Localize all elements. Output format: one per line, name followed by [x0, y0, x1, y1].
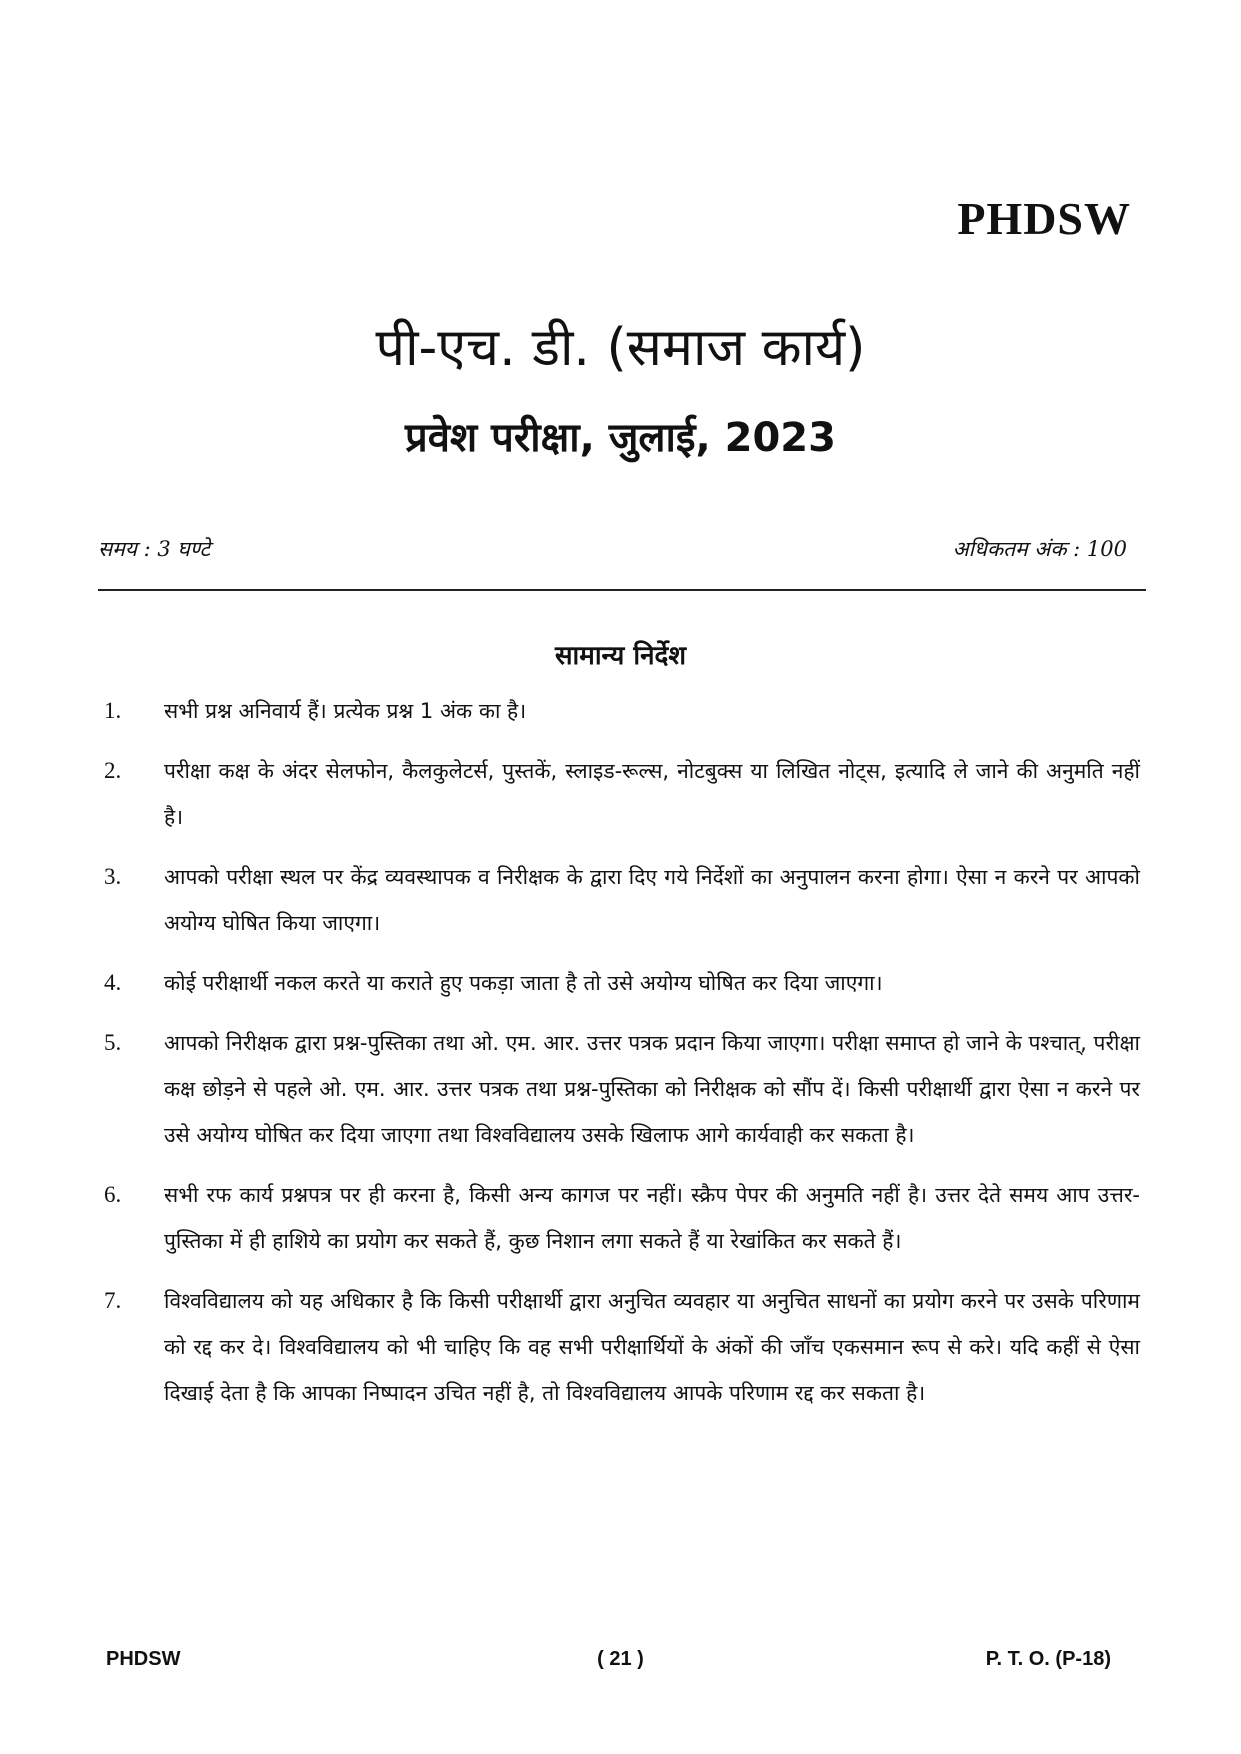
instruction-text: आपको परीक्षा स्थल पर केंद्र व्यवस्थापक व निरीक्षक के द्वारा दिए गये निर्देशों का अनुपालन करना होगा। ऐसा न करने पर आपको अयोग्य घोषित किया जाएगा। [164, 865, 1140, 935]
instruction-text: परीक्षा कक्ष के अंदर सेलफोन, कैलकुलेटर्स, पुस्तकें, स्लाइड-रूल्स, नोटबुक्स या लिखित नोट्स, इत्यादि ले जाने की अनुमति नहीं है। [164, 759, 1140, 829]
instruction-item [104, 1278, 1140, 1416]
instruction-number: 3. [104, 864, 122, 889]
instruction-item [104, 1020, 1140, 1158]
instructions-list [104, 688, 1140, 1430]
instruction-item [104, 960, 1140, 1006]
instructions-heading: सामान्य निर्देश [554, 641, 687, 671]
instruction-number: 2. [104, 758, 122, 783]
instruction-number: 6. [104, 1182, 122, 1207]
paper-code: PHDSW [957, 193, 1131, 244]
instruction-item [104, 748, 1140, 840]
instruction-number: 7. [104, 1288, 122, 1313]
time-allowed: समय : 3 घण्टे [98, 537, 211, 561]
instruction-number: 4. [104, 970, 122, 995]
instruction-item [104, 854, 1140, 946]
instruction-text: आपको निरीक्षक द्वारा प्रश्न-पुस्तिका तथा ओ. एम. आर. उत्तर पत्रक प्रदान किया जाएगा। परीक्षा समाप्त हो जाने के पश्चात्, परीक्षा कक्ष छोड़ने से पहले ओ. एम. आर. उत्तर पत्रक तथा प्रश्न-पुस्तिका को निरीक्षक को सौंप दें। किसी परीक्षार्थी द्वारा ऐसा न करने पर उसे अयोग्य घोषित कर दिया जाएगा तथा विश्वविद्यालय उसके खिलाफ आगे कार्यवाही कर सकता है। [164, 1031, 1140, 1147]
instruction-text: कोई परीक्षार्थी नकल करते या कराते हुए पकड़ा जाता है तो उसे अयोग्य घोषित कर दिया जाएगा। [164, 971, 883, 995]
instruction-item [104, 1172, 1140, 1264]
instruction-number: 5. [104, 1030, 122, 1055]
instruction-text: सभी रफ कार्य प्रश्नपत्र पर ही करना है, किसी अन्य कागज पर नहीं। स्क्रैप पेपर की अनुमति नहीं है। उत्तर देते समय आप उत्तर-पुस्तिका में ही हाशिये का प्रयोग कर सकते हैं, कुछ निशान लगा सकते हैं या रेखांकित कर सकते हैं। [164, 1183, 1140, 1253]
exam-subtitle: प्रवेश परीक्षा, जुलाई, 2023 [405, 415, 836, 461]
instruction-text: विश्वविद्यालय को यह अधिकार है कि किसी परीक्षार्थी द्वारा अनुचित व्यवहार या अनुचित साधनों का प्रयोग करने पर उसके परिणाम को रद्द कर दे। विश्वविद्यालय को भी चाहिए कि वह सभी परीक्षार्थियों के अंकों की जाँच एकसमान रूप से करे। यदि कहीं से ऐसा दिखाई देता है कि आपका निष्पादन उचित नहीं है, तो विश्वविद्यालय आपके परिणाम रद्द कर सकता है। [164, 1289, 1140, 1405]
divider-line [98, 589, 1146, 591]
please-turn-over: P. T. O. (P-18) [985, 1648, 1111, 1670]
instruction-number: 1. [104, 698, 122, 723]
exam-title: पी-एच. डी. (समाज कार्य) [375, 318, 866, 378]
instruction-item [104, 688, 1140, 734]
maximum-marks: अधिकतम अंक : 100 [952, 537, 1127, 561]
footer-paper-code: PHDSW [106, 1648, 181, 1670]
page-number: ( 21 ) [597, 1648, 644, 1670]
instruction-text: सभी प्रश्न अनिवार्य हैं। प्रत्येक प्रश्न 1 अंक का है। [164, 699, 527, 723]
